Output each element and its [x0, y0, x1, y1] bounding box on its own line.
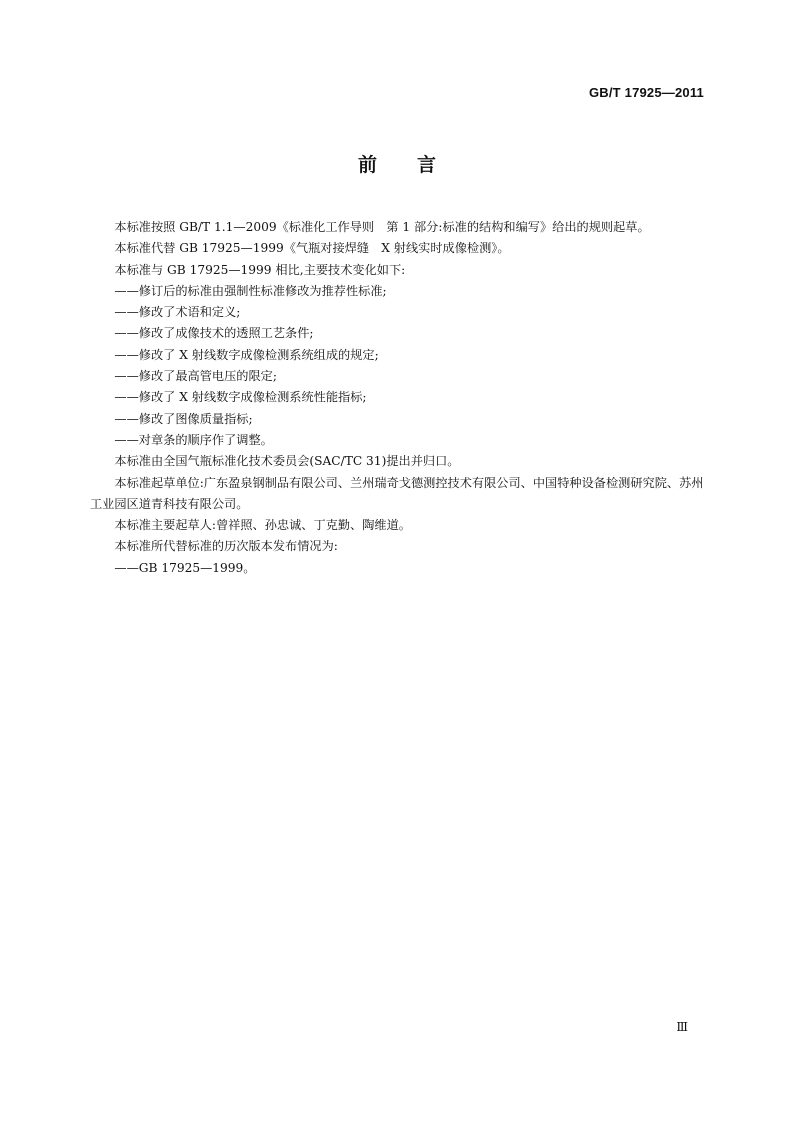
paragraph-drafting-rules: 本标准按照 GB/T 1.1—2009《标准化工作导则 第 1 部分:标准的结构和编写》给出的规则起草。 — [114, 220, 650, 234]
paragraph-committee: 本标准由全国气瓶标准化技术委员会(SAC/TC 31)提出并归口。 — [114, 454, 460, 469]
list-item: ——修订后的标准由强制性标准修改为推荐性标准; — [114, 283, 387, 298]
list-item: ——修改了 X 射线数字成像检测系统性能指标; — [114, 390, 367, 405]
list-item: ——修改了 X 射线数字成像检测系统组成的规定; — [114, 347, 379, 362]
foreword-body — [90, 217, 706, 579]
page-number: Ⅲ — [676, 1020, 688, 1034]
page-title: 前言 — [357, 154, 476, 176]
list-item: ——修改了成像技术的透照工艺条件; — [114, 326, 314, 341]
paragraph-replaces: 本标准代替 GB 17925—1999《气瓶对接焊缝 X 射线实时成像检测》。 — [114, 241, 510, 256]
list-item: ——修改了最高管电压的限定; — [114, 369, 277, 384]
list-item: ——修改了术语和定义; — [114, 305, 241, 320]
list-item: ——对章条的顺序作了调整。 — [114, 432, 273, 447]
list-item: ——修改了图像质量指标; — [114, 411, 253, 426]
paragraph-drafters: 本标准主要起草人:曾祥照、孙忠诚、丁克勤、陶维道。 — [114, 518, 411, 533]
paragraph-drafting-units: 本标准起草单位:广东盈泉钢制品有限公司、兰州瑞奇戈德测控技术有限公司、中国特种设备检测研究院、苏州工业园区道青科技有限公司。 — [90, 475, 704, 511]
paragraph-history-item: ——GB 17925—1999。 — [114, 560, 256, 575]
paragraph-history-intro: 本标准所代替标准的历次版本发布情况为: — [114, 539, 338, 554]
standard-number: GB/T 17925—2011 — [588, 85, 704, 100]
paragraph-changes-intro: 本标准与 GB 17925—1999 相比,主要技术变化如下: — [114, 262, 406, 277]
